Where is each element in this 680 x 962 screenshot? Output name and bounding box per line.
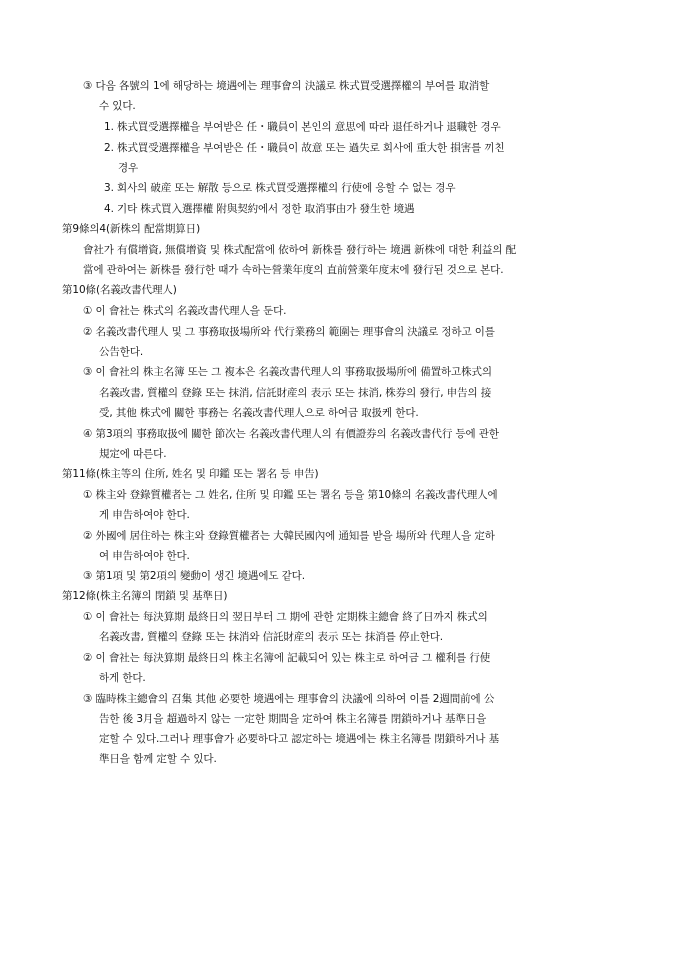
article-10-clause-4-line-1: ④ 第3項의 事務取扱에 關한 節次는 名義改書代理人의 有價證券의 名義改書代行 등에 관한	[83, 428, 499, 440]
article-12-clause-3-line-1: ③ 臨時株主總會의 召集 其他 必要한 境遇에는 理事會의 決議에 의하여 이를 2週間前에 公	[83, 693, 495, 705]
article-10-clause-4-line-2: 規定에 따른다.	[99, 448, 167, 460]
article-12-clause-1-line-2: 名義改書, 質權의 登錄 또는 抹消와 信託財産의 表示 또는 抹消를 停止한다.	[99, 631, 444, 643]
clause-3-item-2-line-2: 경우	[118, 162, 139, 174]
article-10-clause-2-line-2: 公告한다.	[99, 346, 144, 358]
clause-3-item-3: 3. 회사의 破産 또는 解散 등으로 株式買受選擇權의 行使에 응할 수 없는 경우	[104, 182, 456, 194]
article-11-clause-1-line-1: ① 株主와 登錄質權者는 그 姓名, 住所 및 印鑑 또는 署名 등을 第10條의 名義改書代理人에	[83, 489, 498, 501]
clause-3-item-2-line-1: 2. 株式買受選擇權을 부여받은 任・職員이 故意 또는 過失로 회사에 重大한 損害를 끼친	[104, 142, 505, 154]
article-9-4-body-line-1: 會社가 有償增資, 無償增資 및 株式配當에 依하여 新株를 發行하는 境遇 新株에 대한 利益의 配	[83, 244, 517, 256]
article-12-heading: 第12條(株主名簿의 閉鎖 및 基準日)	[62, 590, 228, 602]
article-12-clause-3-line-4: 準日을 함께 定할 수 있다.	[99, 753, 217, 765]
article-12-clause-2-line-2: 하게 한다.	[99, 672, 146, 684]
clause-3-item-4: 4. 기타 株式買入選擇權 附與契約에서 정한 取消事由가 發生한 境遇	[104, 203, 415, 215]
article-11-heading: 第11條(株主等의 住所, 姓名 및 印鑑 또는 署名 등 申告)	[62, 468, 319, 480]
article-12-clause-3-line-3: 定할 수 있다.그러나 理事會가 必要하다고 認定하는 境遇에는 株主名簿를 閉鎖하거나 基	[99, 733, 499, 745]
article-9-4-heading: 第9條의4(新株의 配當期算日)	[62, 223, 201, 235]
clause-3-text-line-2: 수 있다.	[99, 100, 136, 112]
article-10-clause-3-line-3: 受, 其他 株式에 關한 事務는 名義改書代理人으로 하여금 取扱케 한다.	[99, 407, 419, 419]
article-12-clause-1-line-1: ① 이 會社는 每決算期 最終日의 翌日부터 그 期에 관한 定期株主總會 終了日까지 株式의	[83, 611, 488, 623]
clause-3-item-1: 1. 株式買受選擇權을 부여받은 任・職員이 본인의 意思에 따라 退任하거나 退職한 경우	[104, 121, 501, 133]
article-11-clause-2-line-1: ② 外國에 居住하는 株主와 登錄質權者는 大韓民國內에 通知를 받을 場所와 代理人을 定하	[83, 530, 495, 542]
article-11-clause-2-line-2: 여 申告하여야 한다.	[99, 550, 190, 562]
article-12-clause-3-line-2: 告한 後 3月을 超過하지 않는 一定한 期間을 定하여 株主名簿를 閉鎖하거나 基準日을	[99, 713, 487, 725]
article-10-heading: 第10條(名義改書代理人)	[62, 284, 177, 296]
article-10-clause-3-line-2: 名義改書, 質權의 登錄 또는 抹消, 信託財産의 表示 또는 抹消, 株券의 發行, 申告의 接	[99, 387, 492, 399]
article-12-clause-2-line-1: ② 이 會社는 每決算期 最終日의 株主名簿에 記載되어 있는 株主로 하여금 그 權利를 行使	[83, 652, 491, 664]
clause-3-text-line-1: ③ 다음 各號의 1에 해당하는 境遇에는 理事會의 決議로 株式買受選擇權의 부여를 取消할	[83, 80, 490, 92]
article-10-clause-3-line-1: ③ 이 會社의 株主名簿 또는 그 複本은 名義改書代理人의 事務取扱場所에 備置하고株式의	[83, 366, 492, 378]
article-10-clause-2-line-1: ② 名義改書代理人 및 그 事務取扱場所와 代行業務의 範圍는 理事會의 決議로 정하고 이를	[83, 326, 495, 338]
article-10-clause-1: ① 이 會社는 株式의 名義改書代理人을 둔다.	[83, 305, 287, 317]
article-11-clause-1-line-2: 게 申告하여야 한다.	[99, 509, 190, 521]
article-11-clause-3: ③ 第1項 및 第2項의 變動이 생긴 境遇에도 같다.	[83, 570, 305, 582]
article-9-4-body-line-2: 當에 관하여는 新株를 發行한 때가 속하는營業年度의 直前營業年度末에 發行된 것으로 본다.	[83, 264, 504, 276]
